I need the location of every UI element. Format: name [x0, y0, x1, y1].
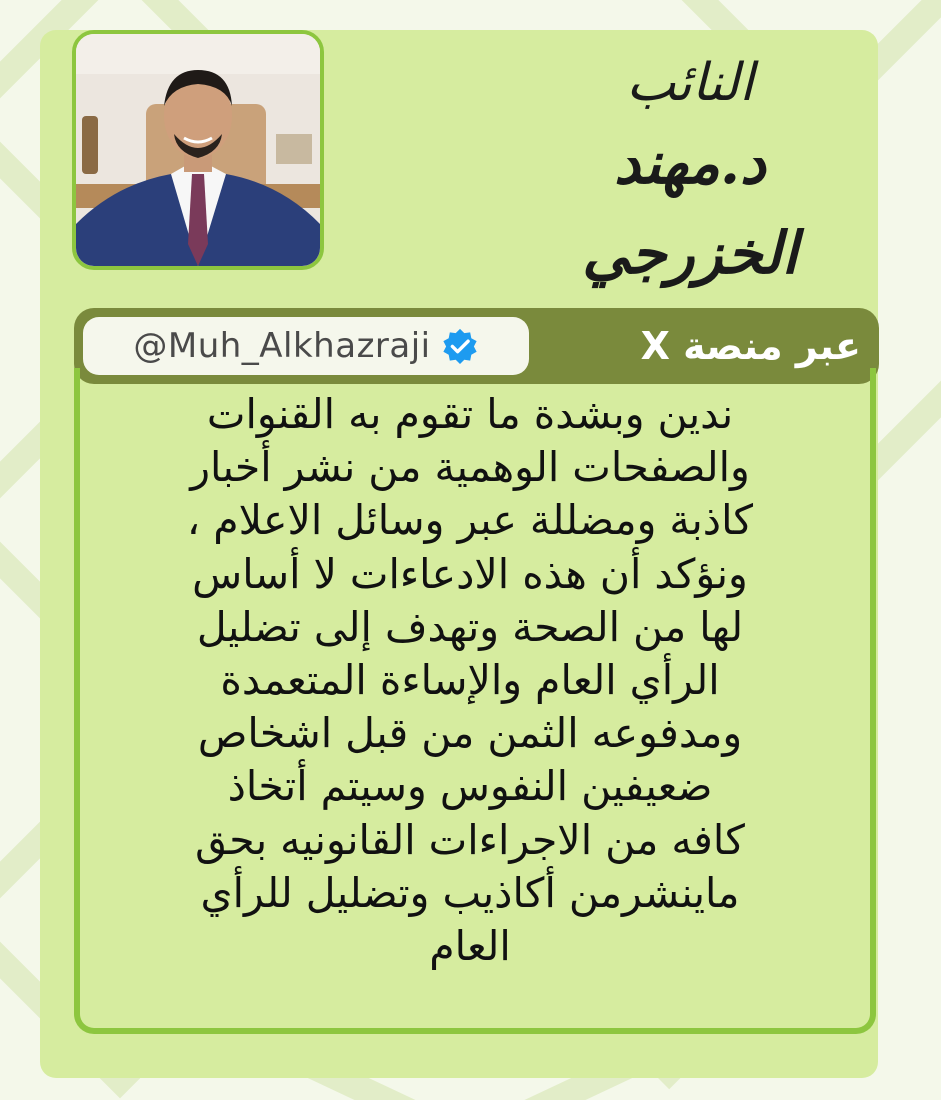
post-text [100, 388, 840, 973]
post-line: الرأي العام والإساءة المتعمدة [220, 656, 720, 705]
post-line: كافه من الاجراءات القانونيه بحق [195, 815, 745, 864]
post-line: ماينشرمن أكاذيب وتضليل للرأي [200, 868, 740, 917]
post-line: ونؤكد أن هذه الادعاءات لا أساس [192, 549, 748, 598]
account-handle[interactable]: @Muh_Alkhazraji [133, 326, 431, 366]
post-line: ومدفوعه الثمن من قبل اشخاص [197, 709, 743, 758]
member-title: النائب [626, 53, 754, 113]
post-line: لها من الصحة وتهدف إلى تضليل [196, 602, 744, 651]
verified-badge-icon [441, 327, 479, 365]
post-line: والصفحات الوهمية من نشر أخبار [190, 443, 750, 492]
member-name-block [520, 48, 860, 287]
member-name: د.مهند الخزرجي [582, 129, 798, 287]
post-line: العام [429, 922, 511, 971]
post-line: ندين وبشدة ما تقوم به القنوات [206, 390, 734, 438]
handle-pill[interactable] [83, 317, 529, 375]
profile-photo [72, 30, 324, 270]
platform-label: عبر منصة X [640, 324, 861, 368]
post-line: كاذبة ومضللة عبر وسائل الاعلام ، [186, 496, 754, 545]
post-line: ضعيفين النفوس وسيتم أتخاذ [227, 762, 713, 811]
